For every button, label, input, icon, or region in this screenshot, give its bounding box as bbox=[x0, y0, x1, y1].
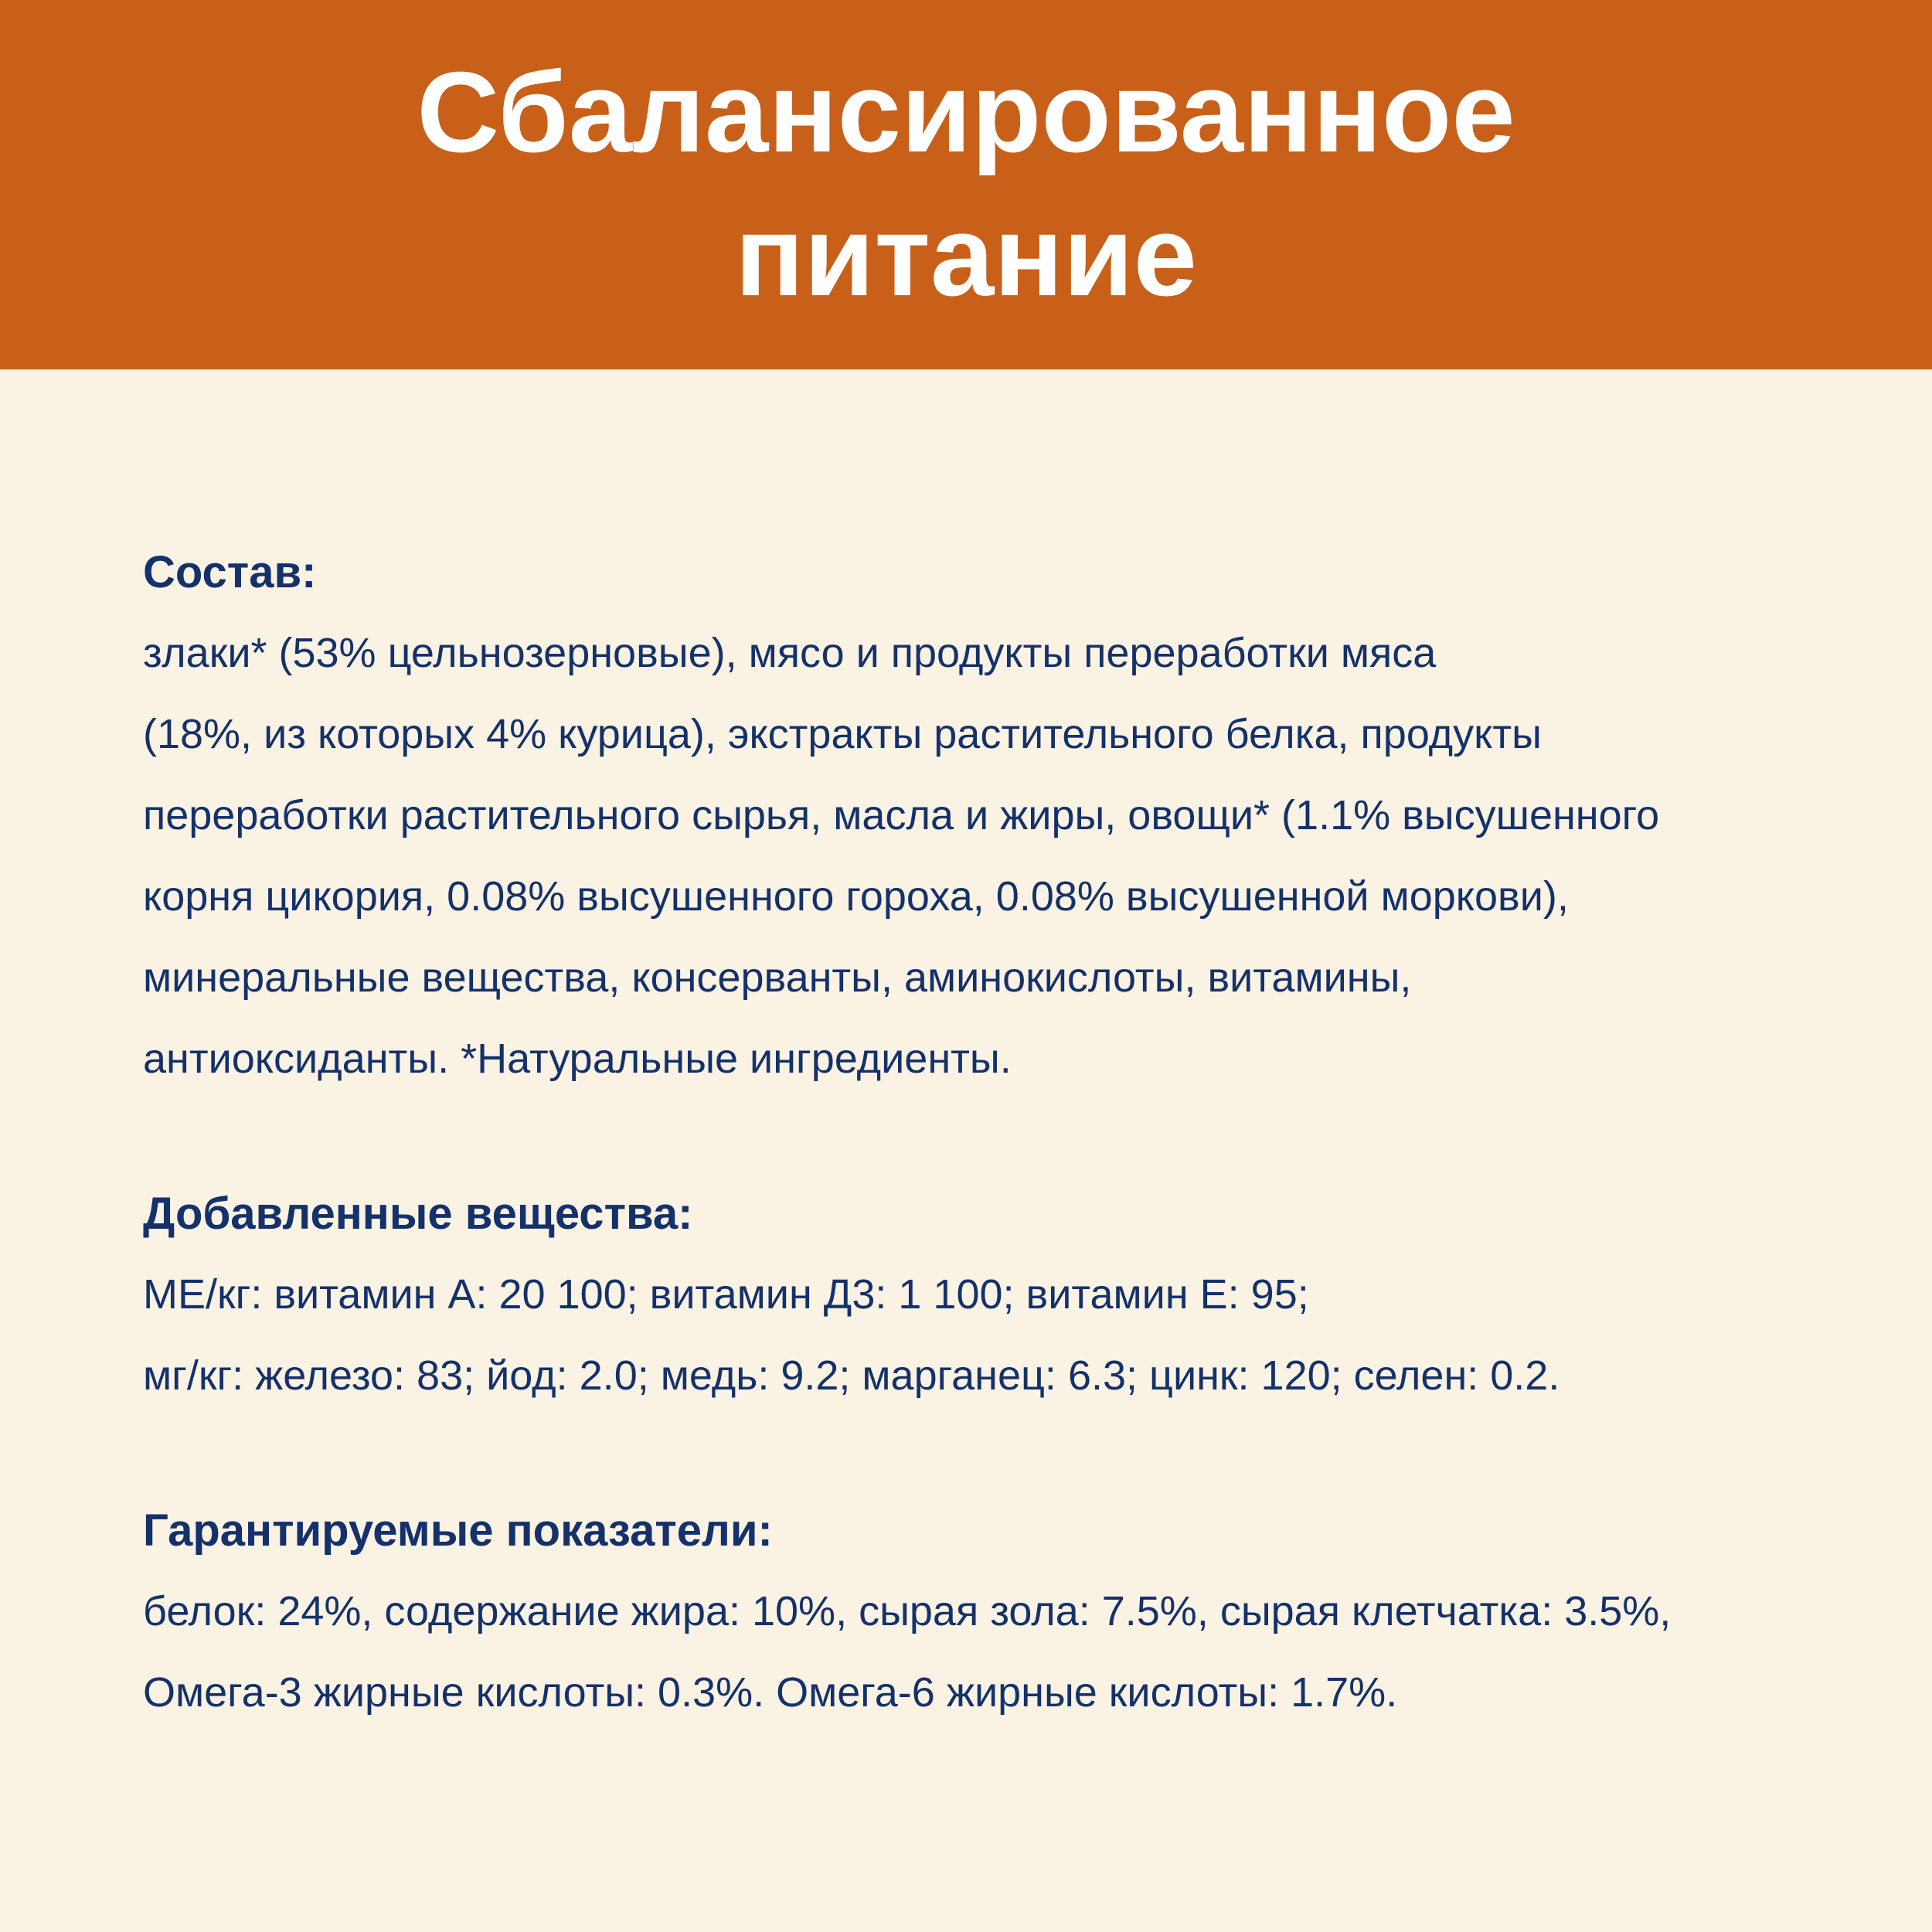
composition-text-line: (18%, из которых 4% курица), экстракты растительного белка, продукты bbox=[143, 711, 1542, 757]
added-substances-heading: Добавленные вещества: bbox=[143, 1189, 693, 1239]
composition-text-line: корня цикория, 0.08% высушенного гороха, 0.08% высушенной моркови), bbox=[143, 873, 1569, 920]
added-substances-text bbox=[143, 1254, 1839, 1417]
composition-text bbox=[143, 613, 1839, 1100]
guaranteed-analysis-text bbox=[143, 1571, 1839, 1733]
page-title-line-2: питание bbox=[735, 192, 1197, 320]
guaranteed-analysis-text-line: Омега-3 жирные кислоты: 0.3%. Омега-6 жирные кислоты: 1.7%. bbox=[143, 1669, 1398, 1716]
added-substances-text-line: МЕ/кг: витамин А: 20 100; витамин Д3: 1 100; витамин Е: 95; bbox=[143, 1271, 1309, 1318]
section-guaranteed-analysis bbox=[143, 1490, 1839, 1733]
added-substances-text-line: мг/кг: железо: 83; йод: 2.0; медь: 9.2; марганец: 6.3; цинк: 120; селен: 0.2. bbox=[143, 1352, 1560, 1399]
composition-text-line: антиоксиданты. *Натуральные ингредиенты. bbox=[143, 1036, 1012, 1082]
guaranteed-analysis-text-line: белок: 24%, содержание жира: 10%, сырая зола: 7.5%, сырая клетчатка: 3.5%, bbox=[143, 1588, 1672, 1634]
header-banner bbox=[0, 0, 1932, 369]
composition-text-line: злаки* (53% цельнозерновые), мясо и продукты переработки мяса bbox=[143, 630, 1437, 676]
composition-text-line: переработки растительного сырья, масла и жиры, овощи* (1.1% высушенного bbox=[143, 792, 1660, 838]
label-body bbox=[0, 369, 1932, 1733]
section-composition bbox=[143, 532, 1839, 1100]
composition-heading: Состав: bbox=[143, 547, 317, 597]
composition-text-line: минеральные вещества, консерванты, аминокислоты, витамины, bbox=[143, 954, 1412, 1001]
page-title-line-1: Сбалансированное bbox=[417, 49, 1515, 176]
guaranteed-analysis-heading: Гарантируемые показатели: bbox=[143, 1505, 773, 1556]
section-added-substances bbox=[143, 1173, 1839, 1417]
